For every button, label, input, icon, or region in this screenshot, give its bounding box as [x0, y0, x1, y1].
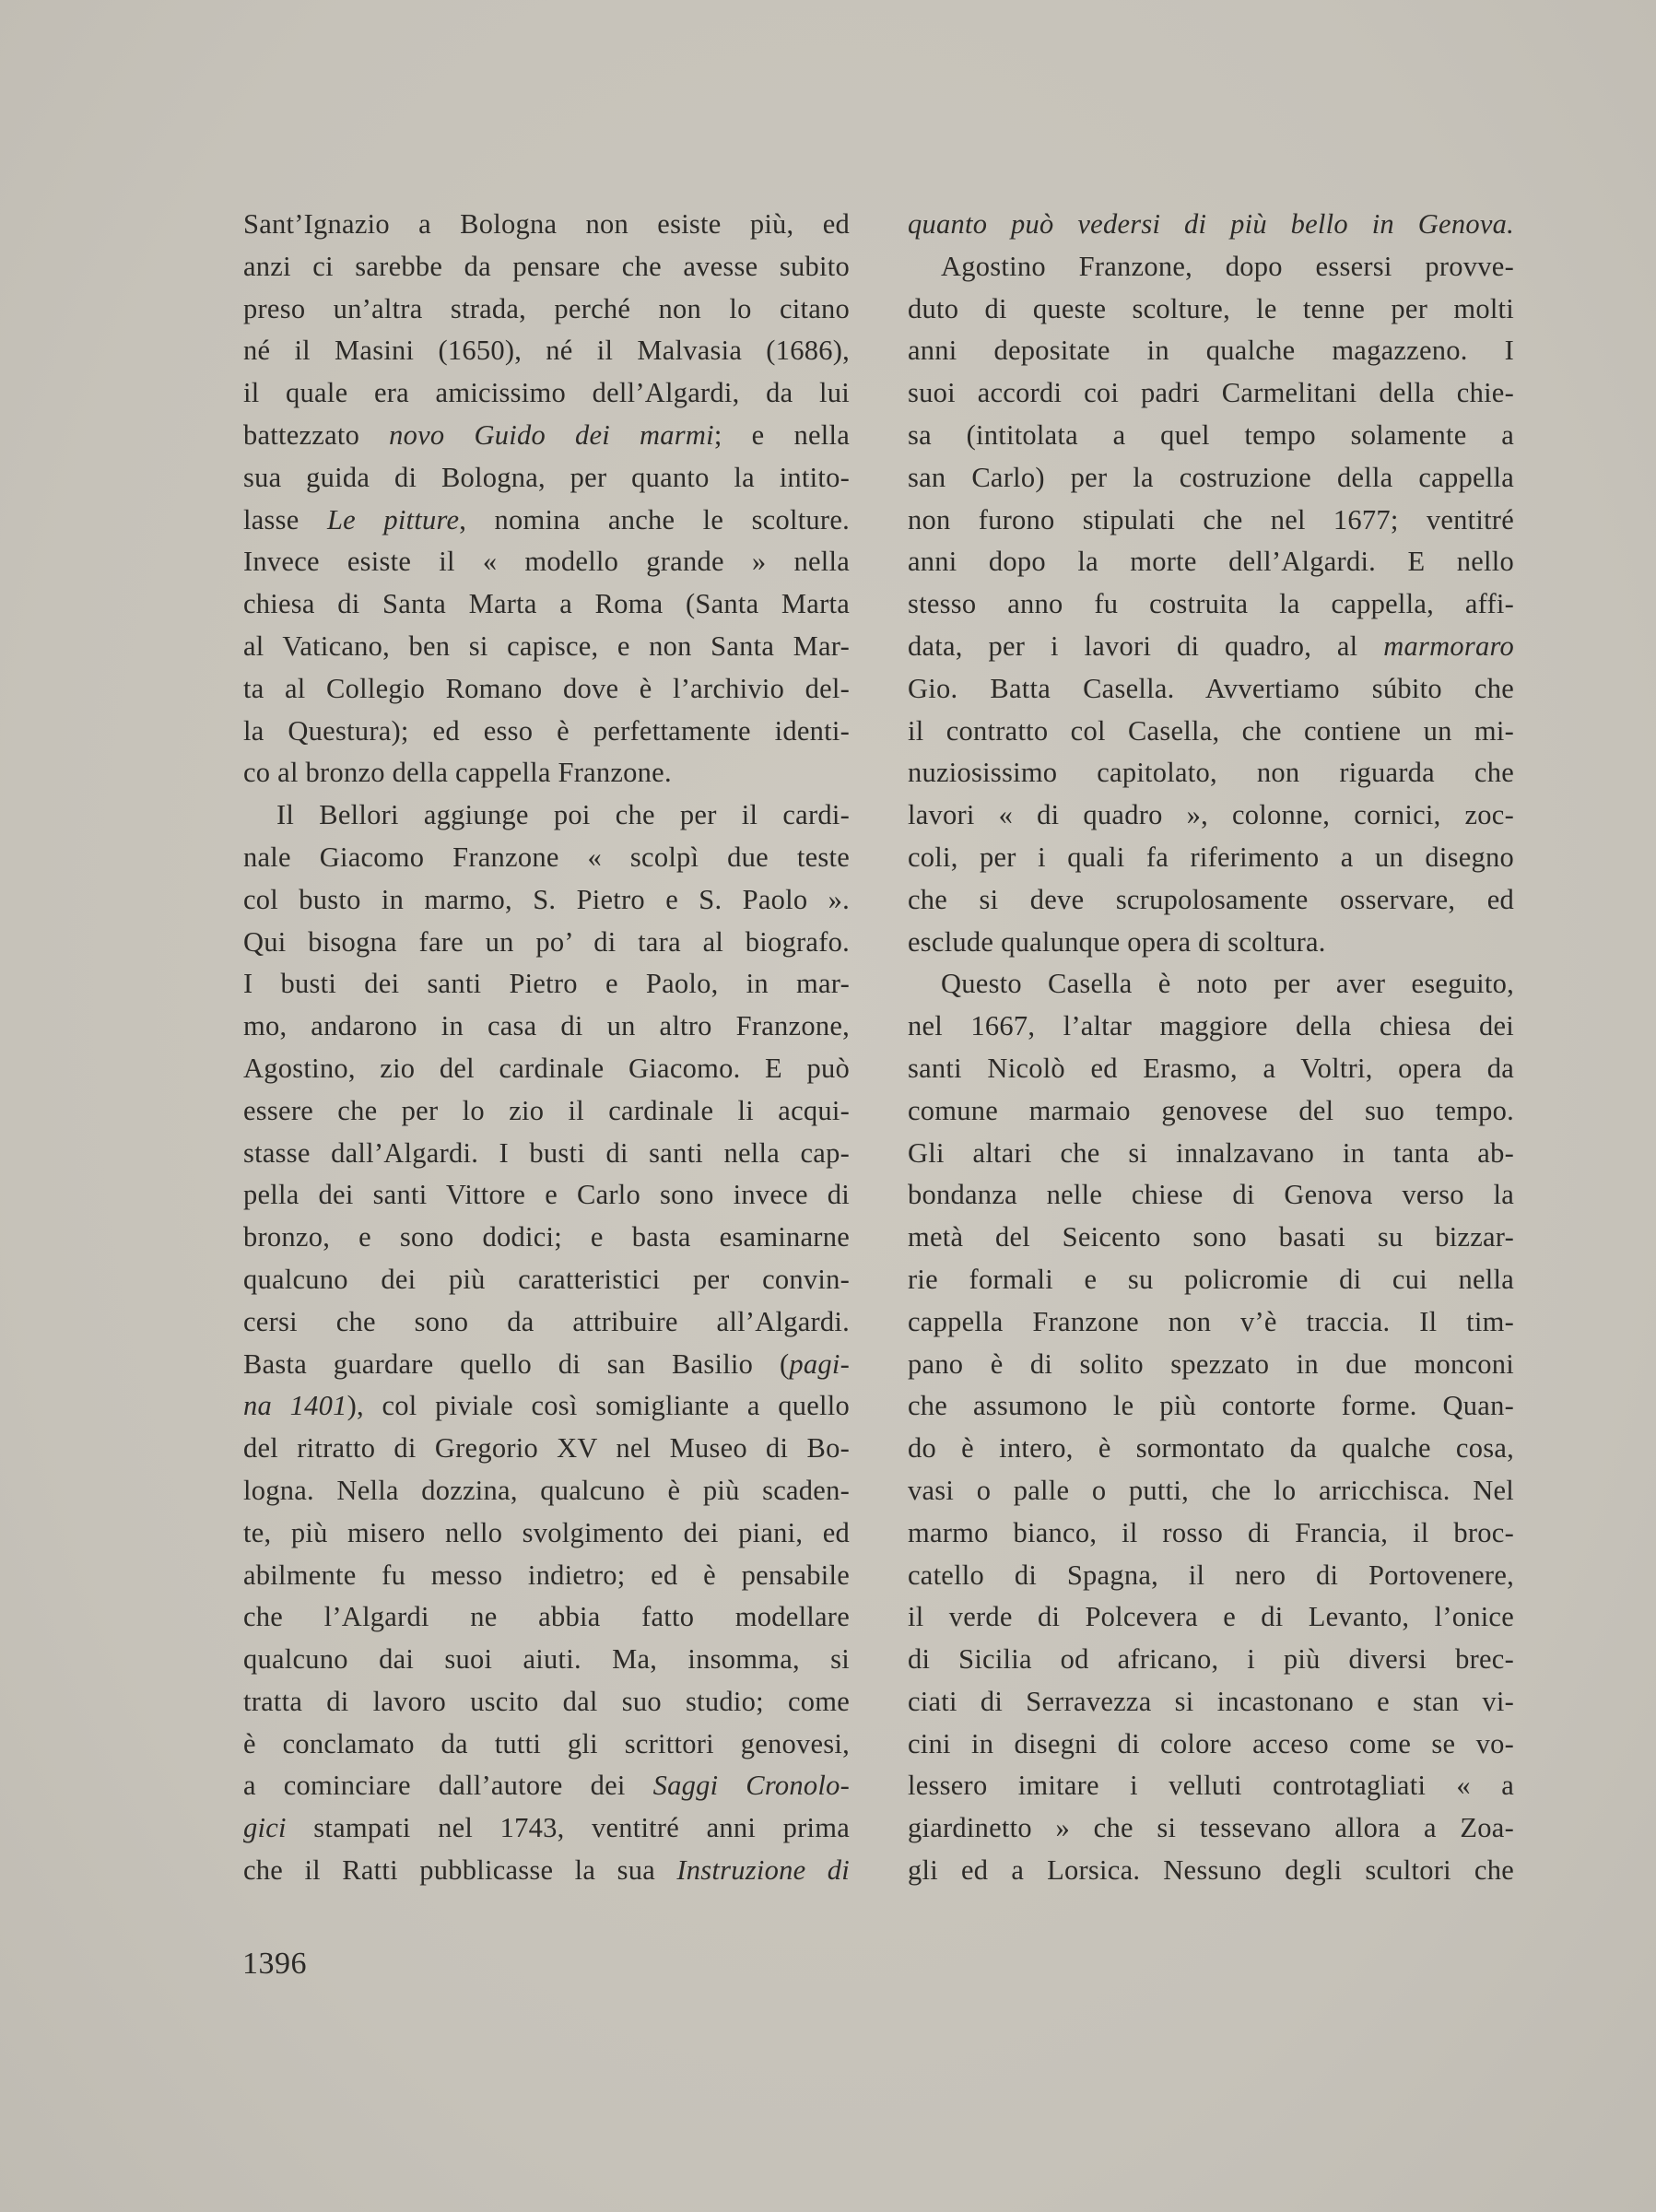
text-line: chiesa di Santa Marta a Roma (Santa Marta — [243, 588, 850, 620]
text-line: nuziosissimo capitolato, non riguarda che — [908, 757, 1514, 789]
text-line: stasse dall’Algardi. I busti di santi nella cap- — [243, 1136, 850, 1169]
text-line: che assumono le più contorte forme. Quan- — [908, 1390, 1514, 1422]
text-line: qualcuno dai suoi aiuti. Ma, insomma, si — [243, 1643, 850, 1676]
text-line: coli, per i quali fa riferimento a un disegno — [908, 841, 1514, 873]
text-line: metà del Seicento sono basati su bizzar- — [908, 1221, 1514, 1253]
text-line: Qui bisogna fare un po’ di tara al biografo. — [243, 925, 850, 958]
text-line: Agostino Franzone, dopo essersi provve- — [941, 250, 1514, 282]
text-line: battezzato novo Guido dei marmi; e nella — [243, 418, 850, 451]
text-line: cini in disegni di colore acceso come se vo- — [908, 1727, 1514, 1759]
text-line: di Sicilia od africano, i più diversi brec- — [908, 1643, 1514, 1676]
text-line: giardinetto » che si tessevano allora a Zoa- — [908, 1812, 1514, 1844]
text-line: bondanza nelle chiese di Genova verso la — [908, 1179, 1514, 1211]
text-line: che l’Algardi ne abbia fatto modellare — [243, 1601, 850, 1633]
text-line: qualcuno dei più caratteristici per convin- — [243, 1263, 850, 1295]
left-text-column — [243, 204, 850, 1892]
text-line: gli ed a Lorsica. Nessuno degli scultori che — [908, 1854, 1514, 1887]
text-line: catello di Spagna, il nero di Portovenere, — [908, 1559, 1514, 1591]
text-line: del ritratto di Gregorio XV nel Museo di Bo- — [243, 1432, 850, 1465]
text-line: cappella Franzone non v’è traccia. Il tim- — [908, 1305, 1514, 1337]
text-line: che il Ratti pubblicasse la sua Instruzione di — [243, 1854, 850, 1887]
text-line: anni dopo la morte dell’Algardi. E nello — [908, 546, 1514, 578]
text-line: anni depositate in qualche magazzeno. I — [908, 335, 1514, 367]
text-line: lavori « di quadro », colonne, cornici, zoc- — [908, 799, 1514, 831]
text-line: data, per i lavori di quadro, al marmoraro — [908, 629, 1514, 662]
text-line: duto di queste scolture, le tenne per molti — [908, 292, 1514, 324]
text-line: non furono stipulati che nel 1677; ventitré — [908, 503, 1514, 535]
text-line: te, più misero nello svolgimento dei piani, ed — [243, 1516, 850, 1548]
text-line: quanto può vedersi di più bello in Genova. — [908, 208, 1514, 240]
text-line: comune marmaio genovese del suo tempo. — [908, 1094, 1514, 1126]
text-line: Gli altari che si innalzavano in tanta ab- — [908, 1136, 1514, 1169]
text-line: rie formali e su policromie di cui nella — [908, 1263, 1514, 1295]
right-text-column — [908, 204, 1514, 1892]
text-line: do è intero, è sormontato da qualche cosa, — [908, 1432, 1514, 1465]
text-line: essere che per lo zio il cardinale li acqui- — [243, 1094, 850, 1126]
text-line: pano è di solito spezzato in due monconi — [908, 1347, 1514, 1380]
page-number: 1396 — [242, 1947, 307, 1981]
text-line: sa (intitolata a quel tempo solamente a — [908, 418, 1514, 451]
text-line: Sant’Ignazio a Bologna non esiste più, ed — [243, 208, 850, 240]
text-line: il verde di Polcevera e di Levanto, l’onice — [908, 1601, 1514, 1633]
text-line: na 1401), col piviale così somigliante a quello — [243, 1390, 850, 1422]
text-line: Gio. Batta Casella. Avvertiamo súbito che — [908, 672, 1514, 704]
text-line: ta al Collegio Romano dove è l’archivio del- — [243, 672, 850, 704]
text-line: tratta di lavoro uscito dal suo studio; come — [243, 1685, 850, 1717]
text-line: a cominciare dall’autore dei Saggi Cronolo- — [243, 1770, 851, 1802]
text-line: esclude qualunque opera di scoltura. — [908, 925, 1326, 958]
text-line: lessero imitare i velluti controtagliati « a — [908, 1770, 1514, 1802]
text-line: Invece esiste il « modello grande » nella — [243, 546, 850, 578]
text-line: che si deve scrupolosamente osservare, ed — [908, 883, 1514, 915]
text-line: nale Giacomo Franzone « scolpì due teste — [243, 841, 850, 873]
text-line: Questo Casella è noto per aver eseguito, — [941, 968, 1514, 1000]
text-line: suoi accordi coi padri Carmelitani della chie- — [908, 377, 1514, 409]
text-line: santi Nicolò ed Erasmo, a Voltri, opera da — [908, 1052, 1514, 1084]
text-line: ciati di Serravezza si incastonano e stan vi- — [908, 1685, 1514, 1717]
text-line: I busti dei santi Pietro e Paolo, in mar- — [243, 968, 850, 1000]
text-line: Il Bellori aggiunge poi che per il cardi- — [276, 799, 850, 831]
text-line: vasi o palle o putti, che lo arricchisca. Nel — [908, 1474, 1514, 1506]
text-line: bronzo, e sono dodici; e basta esaminarne — [243, 1221, 850, 1253]
text-line: san Carlo) per la costruzione della cappella — [908, 461, 1514, 493]
text-line: col busto in marmo, S. Pietro e S. Paolo ». — [243, 883, 850, 915]
text-line: sua guida di Bologna, per quanto la intito- — [243, 461, 850, 493]
text-line: lasse Le pitture, nomina anche le scolture. — [243, 503, 850, 535]
text-line: il contratto col Casella, che contiene un mi- — [908, 714, 1514, 747]
text-line: il quale era amicissimo dell’Algardi, da lui — [243, 377, 850, 409]
text-line: la Questura); ed esso è perfettamente identi- — [243, 714, 850, 747]
text-line: marmo bianco, il rosso di Francia, il broc- — [908, 1516, 1514, 1548]
text-line: anzi ci sarebbe da pensare che avesse subito — [243, 250, 850, 282]
text-line: preso un’altra strada, perché non lo citano — [243, 292, 850, 324]
text-line: abilmente fu messo indietro; ed è pensabile — [243, 1559, 850, 1591]
text-line: al Vaticano, ben si capisce, e non Santa Mar- — [243, 629, 850, 662]
text-line: è conclamato da tutti gli scrittori genovesi, — [243, 1727, 850, 1759]
text-line: stesso anno fu costruita la cappella, affi- — [908, 588, 1514, 620]
text-line: pella dei santi Vittore e Carlo sono invece di — [243, 1179, 850, 1211]
text-line: cersi che sono da attribuire all’Algardi. — [243, 1305, 850, 1337]
text-line: logna. Nella dozzina, qualcuno è più scaden- — [243, 1474, 850, 1506]
text-line: gici stampati nel 1743, ventitré anni prima — [243, 1812, 850, 1844]
text-line: né il Masini (1650), né il Malvasia (1686), — [243, 335, 850, 367]
text-line: Basta guardare quello di san Basilio (pagi- — [243, 1347, 850, 1380]
text-line: co al bronzo della cappella Franzone. — [243, 757, 672, 789]
text-line: Agostino, zio del cardinale Giacomo. E può — [243, 1052, 850, 1084]
text-line: mo, andarono in casa di un altro Franzone, — [243, 1010, 850, 1042]
text-line: nel 1667, l’altar maggiore della chiesa dei — [908, 1010, 1514, 1042]
